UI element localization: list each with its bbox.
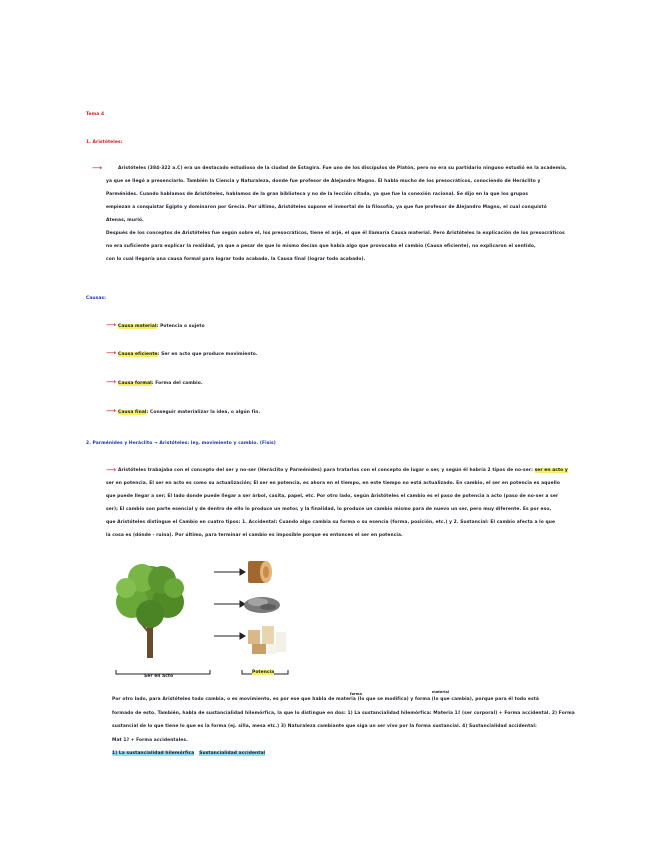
cause-text: : Forma del cambio. (151, 381, 203, 386)
section2-line: la cosa es (dónde - ruina). Por último, para terminar el cambio es imposible porque es entonces el ser en potencia. (106, 533, 403, 538)
intro-line: Aristóteles (384-322 a.C) era un destacado estudioso de la ciudad de Estagira. Fue uno de los discípulos de Platón, pero no era su partidario ninguno estudió en la academia, (118, 166, 567, 171)
arrow-icon: ⟶ (106, 321, 117, 329)
arrows (214, 569, 245, 639)
section2-line: ser); El cambio son parte esencial y de dentro de ello lo produce un motor, y la finalidad, lo produce un cambio mismo para de nuevo un ser, pero muy diferente. Es por eso, (106, 507, 552, 512)
arrow-icon: ⟶ (106, 466, 117, 474)
arrow-icon: ⟶ (106, 378, 117, 386)
tree-illustration (116, 564, 184, 658)
intro-paragraph (106, 166, 576, 263)
cause-material (118, 324, 205, 330)
superscript-forma: forma (350, 692, 362, 696)
cause-eficiente (118, 352, 258, 358)
label-potencia: Potencia (252, 670, 275, 675)
shavings-icon (244, 597, 280, 613)
highlight-hilemorfica: 1) La sustancialidad hilemórfica (112, 751, 195, 756)
log-icon (248, 561, 272, 583)
intro-line: Después de los conceptos de Aristóteles fue según sobre el, los presocráticos, tiene el arjé, el que él llamaría Causa material. Pero Aristóteles la explicación de los presocráticos (106, 231, 565, 236)
section2-line: que puede llegar a ser; El lado donde puede llegar a ser árbol, casita, papel, etc. Por otro lado, según Aristóteles el cambio es el paso de potencia a acto (paso de no-ser a ser (106, 494, 559, 499)
intro-line: Parménides. Cuando hablamos de Aristóteles, hablamos de la gran biblioteca y no de la lección citada, ya que fue la conexión racional. Se dijo en la que los grupos (106, 192, 529, 197)
highlight-accidental: Sustancialidad accidental (199, 751, 266, 756)
heading-aristoteles: 1. Aristóteles: (86, 140, 123, 145)
heading-section2: 2. Parménides y Heráclito → Aristóteles: ley, movimiento y cambio. (Fisis) (86, 441, 276, 446)
arrow-icon: ⟶ (106, 349, 117, 357)
section2-line: que Aristóteles distingue el Cambio en cuatro tipos: 1. Accidental: Cuando algo cambia su forma o su esencia (forma, posición, etc.) y 2. Sustancial: El cambio afecta a lo que (106, 520, 556, 525)
tree-to-materials-figure (112, 556, 312, 682)
intro-line: ya que se llegó a presenciarlo. También la Ciencia y Naturaleza, donde fue profesor de Alejandro Magno. Él habla mucho de los presocráticos, conociendo de Heráclito y (106, 179, 541, 184)
intro-line: empiezan a conquistar Egipto y dominaron por Grecia. Por último, Aristóteles supone el inmortal de la filosofía, ya que fue profesor de Alejandro Magno, el cual conquistó (106, 205, 547, 210)
intro-line: no era suficiente para explicar la realidad, ya que a pesar de que lo mismo decían que había algo que provocaba el cambio (Causa eficiente), no explicaron el sentido, (106, 244, 536, 249)
superscript-material: material (432, 690, 449, 694)
cause-final (118, 410, 260, 416)
cause-label: Causa formal (118, 381, 152, 386)
cause-label: Causa material (118, 324, 157, 329)
bottom-line: Mat 1ª + Forma accidentales. (112, 737, 188, 743)
section2-line: Aristóteles trabajaba con el concepto del ser y no-ser (Heráclito y Parménides) para tratarlos con el concepto de lugar o ser, y según él habría 2 tipos de no-ser: (118, 468, 535, 473)
bottom-line: sustancial de lo que tiene lo que es la forma (ej. silla, mesa etc.) 3) Naturaleza cambiante que siga un ser vivo por la forma sustancial. 4) Sustancialidad accidental: (112, 724, 537, 729)
arrow-icon: ⟶ (106, 407, 117, 415)
bottom-paragraph (112, 696, 584, 764)
figure-drawing (112, 556, 312, 682)
arrow-icon: ⟶ (92, 164, 103, 172)
wood-blocks-icon (248, 626, 286, 654)
cause-label: Causa final (118, 410, 147, 415)
section2-paragraph (106, 468, 574, 539)
intro-line: Atenas, murió. (106, 218, 144, 223)
label-ser-en-acto: Ser en acto (144, 674, 174, 679)
cause-text: : Ser en acto que produce movimiento. (157, 352, 258, 357)
section2-line: ser en potencia. El ser en acto es como su actualización; El ser en potencia, es ahora en el tiempo, en este tiempo no está actualizado. En cambio, el ser en potencia es aquello (106, 481, 561, 486)
bottom-line: Por otro lado, para Aristóteles todo cambia, o es movimiento, es por ese que habla de materia (lo que se modifica) y forma (lo que cambia), porque para él todo está (112, 697, 539, 702)
cause-text: : Conseguir materializar la idea, o algún fin. (146, 410, 261, 415)
bottom-line: formado de esto. También, habla de sustancialidad hilemórfica, la que lo distingue en dos: 1) La sustancialidad hilemórfica: Materia 1ª (ser corporal) + Forma accidental. 2) Forma (112, 710, 575, 716)
highlight-ser-en-acto: ser en acto y (534, 468, 568, 473)
cause-text: : Potencia o sujeto (156, 324, 205, 329)
cause-formal (118, 381, 203, 387)
intro-line: con lo cual llegaría una causa formal para lograr todo acabado, la Causa final (lograr todo acabado). (106, 257, 366, 262)
heading-causas: Causas: (86, 296, 106, 301)
doc-title: Tema 4 (86, 112, 105, 117)
cause-label: Causa eficiente (118, 352, 158, 357)
